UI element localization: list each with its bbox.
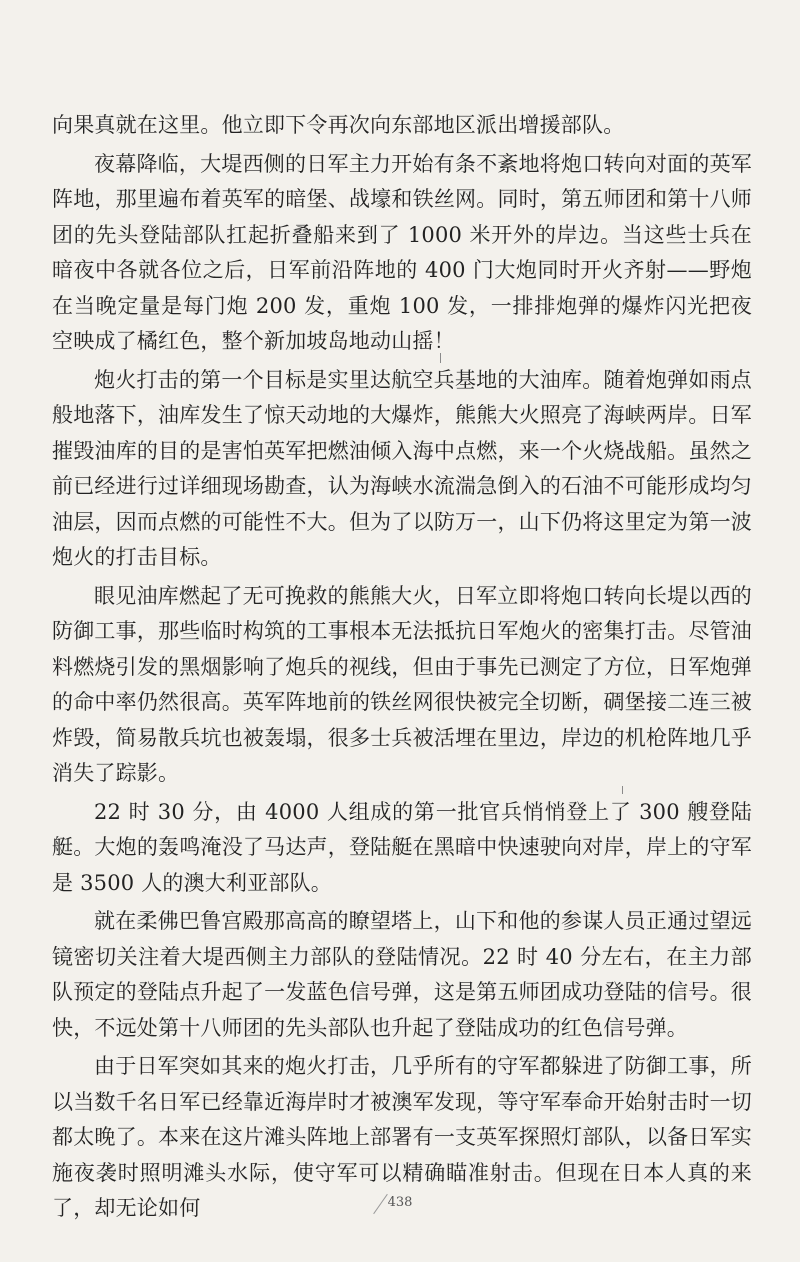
page-number: 438 xyxy=(387,1195,413,1210)
scan-speck xyxy=(440,353,441,363)
paragraph-continuation: 向果真就在这里。他立即下令再次向东部地区派出增援部队。 xyxy=(52,113,625,137)
paragraph: 夜幕降临，大堤西侧的日军主力开始有条不紊地将炮口转向对面的英军阵地，那里遍布着英军的暗堡、战壕和铁丝网。同时，第五师团和第十八师团的先头登陆部队扛起折叠船来到了 1000 米开外的岸边。当这些士兵在暗夜中各就各位之后，日军前沿阵地的 400 门大炮同时开火齐射——野炮在当晚定量是每门炮 200 发，重炮 100 发，一排排炮弹的爆炸闪光把夜空映成了橘红色，整个新加坡岛地动山摇！ xyxy=(52,151,752,353)
paragraph: 就在柔佛巴鲁宫殿那高高的瞭望塔上，山下和他的参谋人员正通过望远镜密切关注着大堤西侧主力部队的登陆情况。22 时 40 分左右，在主力部队预定的登陆点升起了一发蓝色信号弹，这是第五师团成功登陆的信号。很快，不远处第十八师团的先头部队也升起了登陆成功的红色信号弹。 xyxy=(52,909,752,1040)
scan-speck xyxy=(622,786,623,794)
book-page-body xyxy=(52,108,752,1227)
paragraph: 眼见油库燃起了无可挽救的熊熊大火，日军立即将炮口转向长堤以西的防御工事，那些临时构筑的工事根本无法抵抗日军炮火的密集打击。尽管油料燃烧引发的黑烟影响了炮兵的视线，但由于事先已测定了方位，日军炮弹的命中率仍然很高。英军阵地前的铁丝网很快被完全切断，碉堡接二连三被炸毁，简易散兵坑也被轰塌，很多士兵被活埋在里边，岸边的机枪阵地几乎消失了踪影。 xyxy=(52,583,752,785)
paragraph: 炮火打击的第一个目标是实里达航空兵基地的大油库。随着炮弹如雨点般地落下，油库发生了惊天动地的大爆炸，熊熊大火照亮了海峡两岸。日军摧毁油库的目的是害怕英军把燃油倾入海中点燃，来一个火烧战船。虽然之前已经进行过详细现场勘查，认为海峡水流湍急倒入的石油不可能形成均匀油层，因而点燃的可能性不大。但为了以防万一，山下仍将这里定为第一波炮火的打击目标。 xyxy=(52,367,752,569)
paragraph: 22 时 30 分，由 4000 人组成的第一批官兵悄悄登上了 300 艘登陆艇。大炮的轰鸣淹没了马达声，登陆艇在黑暗中快速驶向对岸，岸上的守军是 3500 人的澳大利亚部队。 xyxy=(52,799,752,895)
paragraph: 由于日军突如其来的炮火打击，几乎所有的守军都躲进了防御工事，所以当数千名日军已经靠近海岸时才被澳军发现，等守军奉命开始射击时一切都太晚了。本来在这片滩头阵地上部署有一支英军探照灯部队，以备日军实施夜袭时照明滩头水际，使守军可以精确瞄准射击。但现在日本人真的来了，却无论如何 xyxy=(52,1054,752,1220)
